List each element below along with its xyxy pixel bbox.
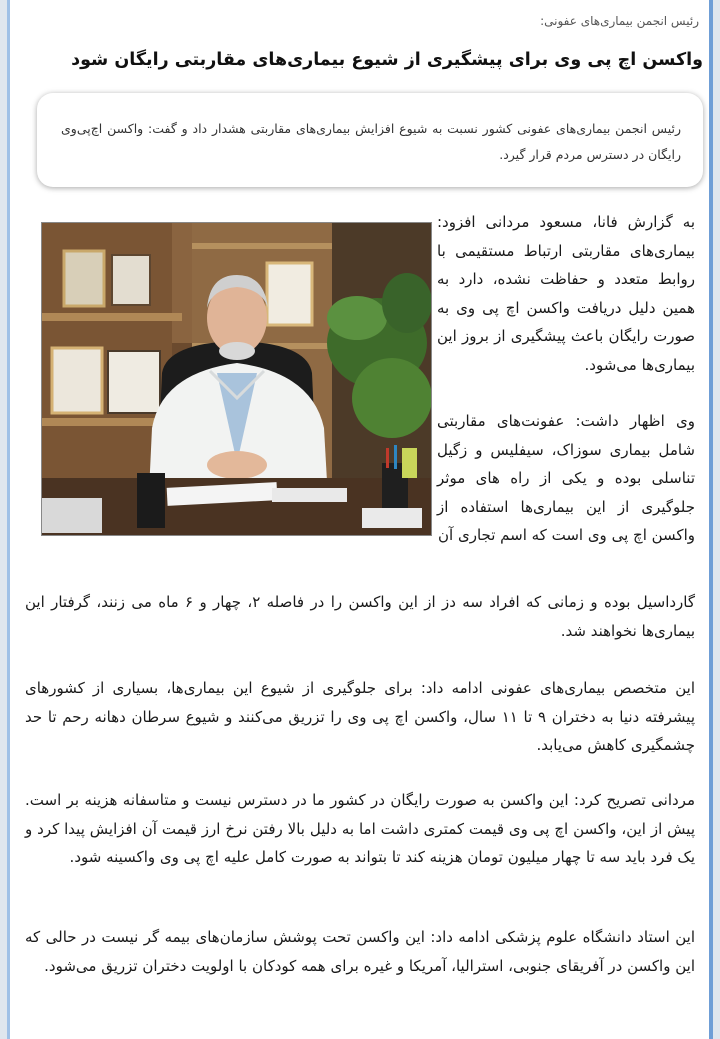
- paragraph-3: این متخصص بیماری‌های عفونی ادامه داد: برای جلوگیری از شیوع این بیماری‌ها، بسیاری از کشورهای پیشرفته دنیا به دختران ۹ تا ۱۱ سال، واکسن اچ پی وی را تزریق می‌کنند و شیوع سرطان دهانه رحم تا حد چشمگیری کاهش می‌یابد.: [25, 679, 696, 754]
- column-text: [437, 208, 695, 550]
- left-border: [7, 0, 10, 1039]
- paragraph-2: وی اظهار داشت: عفونت‌های مقاربتی شامل بیماری سوزاک، سیفلیس و زگیل تناسلی بوده و یکی از راه های موثر جلوگیری از این بیماری‌ها استفاده از واکسن اچ پی وی است که اسم تجاری آن: [437, 412, 695, 544]
- article-page: [7, 0, 713, 1039]
- paragraph-4: مردانی تصریح کرد: این واکسن به صورت رایگان در کشور ما در دسترس نیست و متاسفانه هزینه بر است. پیش از این، واکسن اچ پی وی قیمت کمتری داشت اما به دلیل بالا رفتن نرخ ارز قیمت آن افزایش پیدا کرد و یک فرد باید سه تا چهار میلیون تومان هزینه کند تا بتواند به صورت کامل علیه اچ پی وی واکسینه شود.: [25, 791, 695, 866]
- lead-box: [37, 93, 703, 187]
- article-kicker: رئیس انجمن بیماری‌های عفونی:: [540, 14, 699, 28]
- article-headline: واکسن اچ پی وی برای پیشگیری از شیوع بیماری‌های مقاربتی رایگان شود: [71, 50, 703, 70]
- paragraph-1: به گزارش فانا، مسعود مردانی افزود: بیماری‌های مقاربتی ارتباط مستقیمی با روابط متعدد و حفاظت نشده، دارد به همین دلیل دریافت واکسن اچ پی وی به صورت رایگان باعث پیشگیری از بروز این بیماری‌ها می‌شود.: [437, 213, 695, 374]
- lead-text: رئیس انجمن بیماری‌های عفونی کشور نسبت به شیوع افزایش بیماری‌های مقاربتی هشدار داد و گفت: واکسن اچ‌پی‌وی رایگان در دسترس مردم قرار گیرد.: [61, 121, 681, 162]
- paragraph-2-continued: گارداسیل بوده و زمانی که افراد سه دز از این واکسن را در فاصله ۲، چهار و ۶ ماه می زنند، گرفتار این بیماری‌ها نخواهند شد.: [25, 593, 696, 640]
- accent-border: [709, 0, 713, 1039]
- article-photo: [41, 222, 432, 536]
- doctor-photo-illustration: [42, 223, 431, 535]
- paragraph-5: این استاد دانشگاه علوم پزشکی ادامه داد: این واکسن تحت پوشش سازمان‌های بیمه گر نیست در حالی که این واکسن در آفریقای جنوبی، استرالیا، آمریکا و غیره برای همه کودکان با اولویت دختران تزریق می‌شود.: [25, 928, 695, 975]
